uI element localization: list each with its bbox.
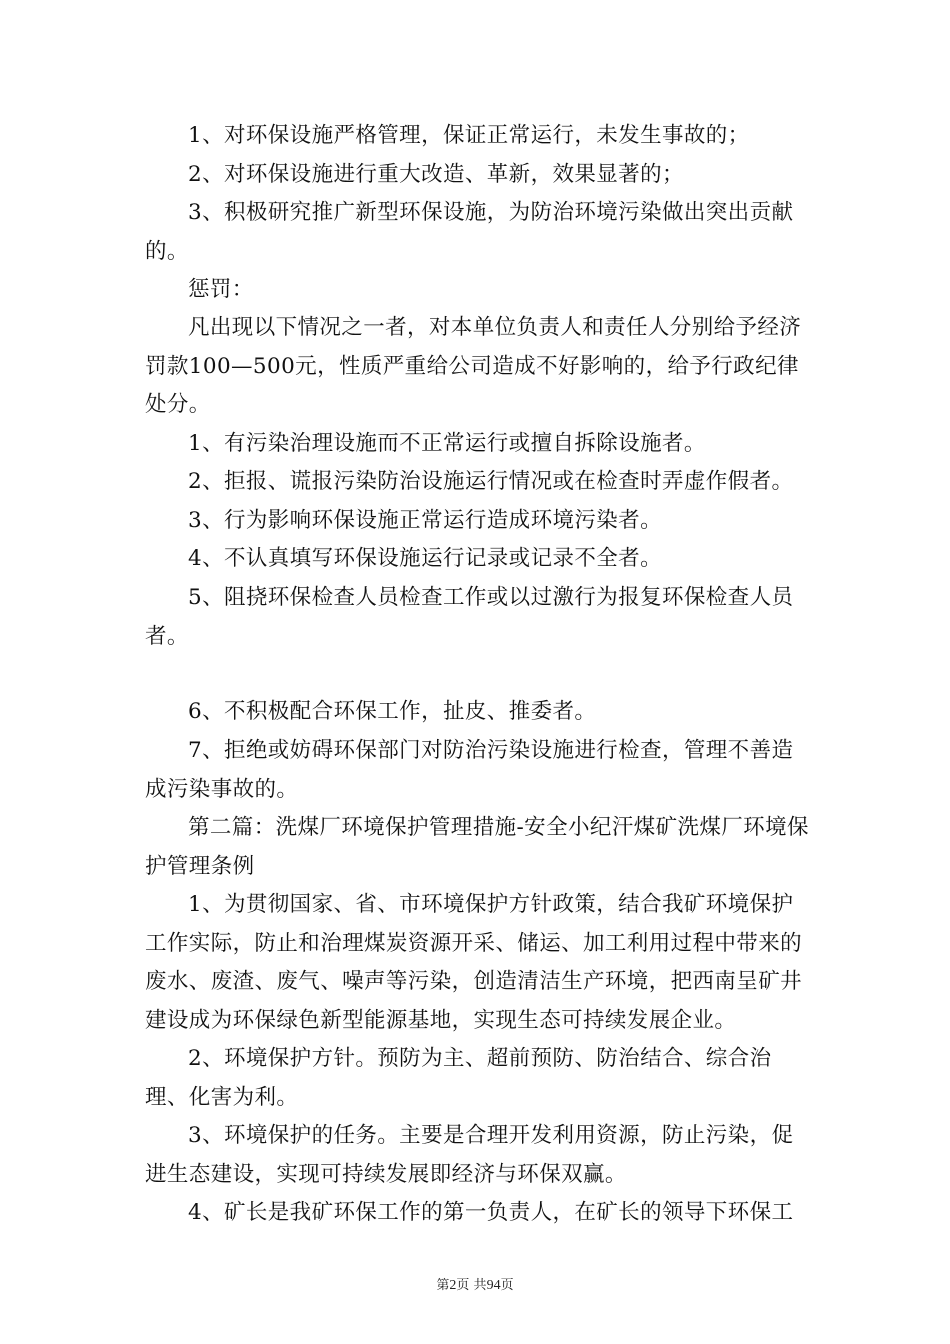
footer-page-number: 2 [449,1278,457,1293]
paragraph-penalty-7: 7、拒绝或妨碍环保部门对防治污染设施进行检查，管理不善造成污染事故的。 [145,738,794,802]
paragraph-article-2: 2、环境保护方针。预防为主、超前预防、防治结合、综合治理、化害为利。 [145,1046,772,1110]
footer-prefix: 第 [436,1278,450,1293]
paragraph-reward-1: 1、对环保设施严格管理，保证正常运行，未发生事故的； [188,123,750,148]
paragraph-article-1: 1、为贯彻国家、省、市环境保护方针政策，结合我矿环境保护工作实际，防止和治理煤炭资源开采、储运、加工利用过程中带来的废水、废渣、废气、噪声等污染，创造清洁生产环境，把西南呈矿井建设成为环保绿色新型能源基地，实现生态可持续发展企业。 [145,892,803,1033]
paragraph-penalty-3: 3、行为影响环保设施正常运行造成环境污染者。 [188,508,662,533]
paragraph-penalty-heading: 惩罚： [188,277,254,302]
paragraph-penalty-5: 5、阻挠环保检查人员检查工作或以过激行为报复环保检查人员者。 [145,585,794,649]
paragraph-penalty-4: 4、不认真填写环保设施运行记录或记录不全者。 [188,546,662,571]
footer-middle: 页 共 [456,1278,487,1293]
paragraph-penalty-intro: 凡出现以下情况之一者，对本单位负责人和责任人分别给予经济罚款100—500元，性质严重给公司造成不好影响的，给予行政纪律处分。 [145,315,802,417]
page-footer [0,1277,950,1295]
paragraph-reward-2: 2、对环保设施进行重大改造、革新，效果显著的； [188,162,684,187]
paragraph-article-3: 3、环境保护的任务。主要是合理开发利用资源，防止污染，促进生态建设，实现可持续发展即经济与环保双赢。 [145,1123,794,1187]
section-title-part-two: 第二篇：洗煤厂环境保护管理措施-安全小纪汗煤矿洗煤厂环境保护管理条例 [145,815,809,879]
paragraph-article-4: 4、矿长是我矿环保工作的第一负责人，在矿长的领导下环保工 [188,1200,794,1225]
paragraph-penalty-6: 6、不积极配合环保工作，扯皮、推委者。 [188,699,597,724]
footer-total-pages: 94 [486,1278,501,1293]
paragraph-reward-3: 3、积极研究推广新型环保设施，为防治环境污染做出突出贡献的。 [145,200,794,264]
paragraph-penalty-2: 2、拒报、谎报污染防治设施运行情况或在检查时弄虚作假者。 [188,469,794,494]
footer-suffix: 页 [500,1278,514,1293]
paragraph-penalty-1: 1、有污染治理设施而不正常运行或擅自拆除设施者。 [188,431,706,456]
